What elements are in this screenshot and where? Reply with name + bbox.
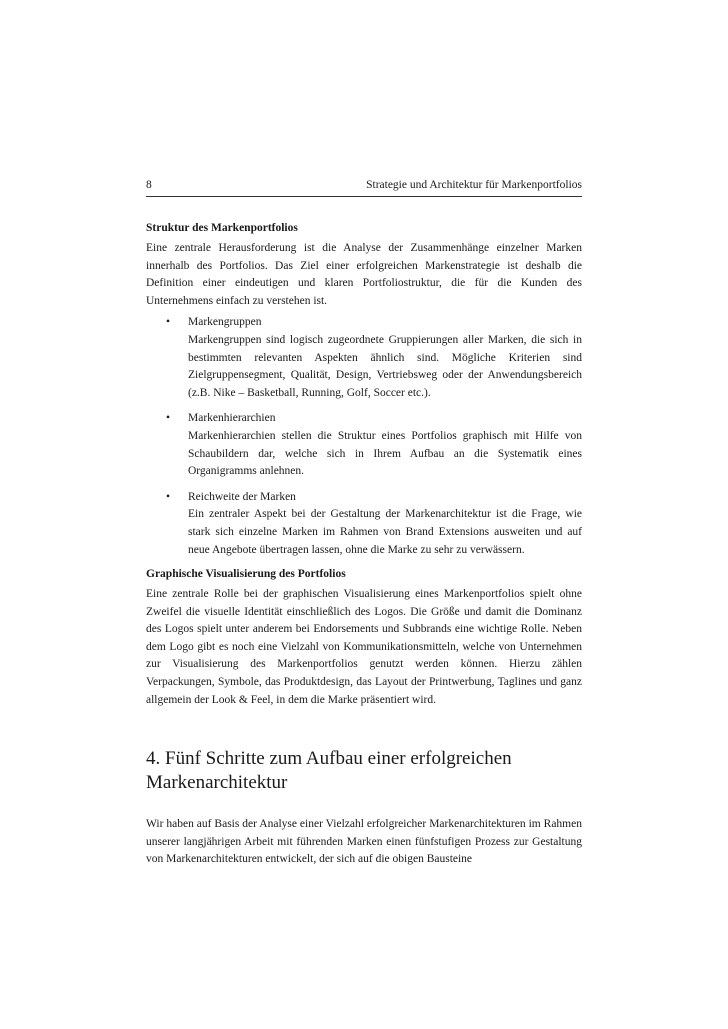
bullet-title: Markengruppen: [188, 316, 262, 329]
chapter-paragraph: Wir haben auf Basis der Analyse einer Vielzahl erfolgreicher Markenarchitekturen im Rahmen unserer langjährigen Arbeit mit führenden Marken einen fünfstufigen Prozess zur Gestaltung von Markenarchitekturen entwickelt, der sich auf die obigen Bausteine: [146, 818, 582, 866]
bullet-text: Markenhierarchien stellen die Struktur eines Portfolios graphisch mit Hilfe von Schaubildern dar, welche sich in Ihrem Aufbau an die Systematik eines Organigramms anlehnen.: [188, 429, 582, 478]
bullet-icon: •: [166, 412, 171, 425]
section-heading-visualisierung: Graphische Visualisierung des Portfolios: [146, 568, 346, 581]
bullet-icon: •: [166, 490, 171, 503]
page-number: 8: [146, 179, 152, 191]
bullet-list: [146, 314, 582, 559]
bullet-text: Ein zentraler Aspekt bei der Gestaltung der Markenarchitektur ist die Frage, wie stark sich einzelne Marken im Rahmen von Brand Extensions ausweiten und auf neue Angebote übertragen lassen, ohne die Marke zu sehr zu verwässern.: [188, 508, 582, 556]
bullet-item-reichweite: [146, 489, 582, 559]
bullet-item-markenhierarchien: [146, 410, 582, 480]
bullet-text: Markengruppen sind logisch zugeordnete Gruppierungen aller Marken, die sich in bestimmten relevanten Aspekten ähnlich sind. Mögliche Kriterien sind Zielgruppensegment, Qualität, Design, Vertriebsweg oder der Anwendungsbereich (z.B. Nike – Basketball, Running, Golf, Soccer etc.).: [188, 333, 582, 399]
running-title: Strategie und Architektur für Markenportfolios: [366, 179, 582, 191]
chapter-title: 4. Fünf Schritte zum Aufbau einer erfolgreichen Markenarchitektur: [146, 748, 512, 794]
bullet-icon: •: [166, 316, 171, 329]
visualisierung-paragraph: Eine zentrale Rolle bei der graphischen Visualisierung eines Markenportfolios spielt ohne Zweifel die visuelle Identität einschließlich des Logos. Die Größe und damit die Dominanz des Logos spielt unter anderem bei Endorsements und Subbrands eine wichtige Rolle. Neben dem Logo gibt es noch eine Vielzahl von Kommunikationsmitteln, welche von Unternehmen zur Visualisierung des Markenportfolios genutzt werden können. Hierzu zählen Verpackungen, Symbole, das Produktdesign, das Layout der Printwerbung, Taglines und ganz allgemein der Look & Feel, in dem die Marke präsentiert wird.: [146, 588, 582, 706]
intro-paragraph: Eine zentrale Herausforderung ist die Analyse der Zusammenhänge einzelner Marken innerhalb des Portfolios. Das Ziel einer erfolgreichen Markenstrategie ist deshalb die Definition einer eindeutigen und klaren Portfoliostruktur, die für die Kunden des Unternehmens einfach zu verstehen ist.: [146, 242, 582, 307]
document-page: [146, 178, 582, 869]
running-header: [146, 178, 582, 197]
bullet-title: Markenhierarchien: [188, 412, 276, 425]
section-heading-struktur: Struktur des Markenportfolios: [146, 222, 298, 234]
bullet-item-markengruppen: [146, 314, 582, 402]
bullet-title: Reichweite der Marken: [188, 490, 296, 503]
